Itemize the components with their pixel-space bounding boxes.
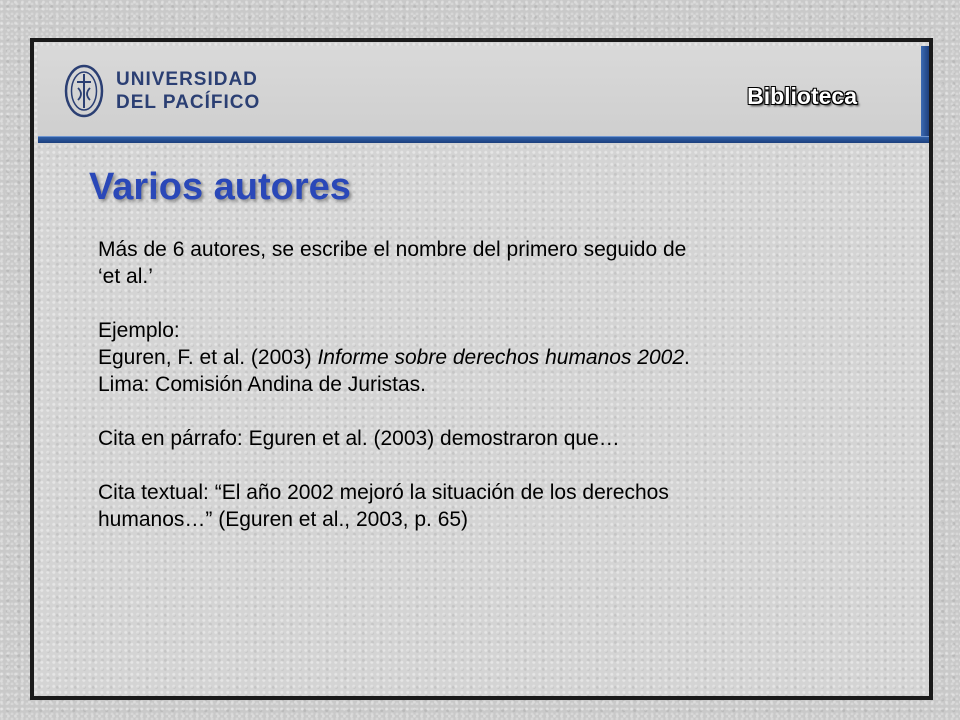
intro-line-1: Más de 6 autores, se escribe el nombre del primero seguido de [98, 238, 687, 261]
example-label: Ejemplo: [98, 319, 180, 342]
slide-frame [30, 38, 933, 700]
reference-title: Informe sobre derechos humanos 2002 [317, 346, 685, 369]
reference-line-2: Lima: Comisión Andina de Juristas. [98, 373, 426, 396]
university-seal-icon [64, 64, 104, 118]
reference-prefix: Eguren, F. et al. (2003) [98, 346, 318, 369]
reference-suffix: . [684, 346, 690, 369]
header-edge [921, 46, 929, 138]
intro-line-2: ‘et al.’ [98, 265, 153, 288]
section-label-biblioteca: Biblioteca [747, 83, 857, 109]
logo-line-universidad: UNIVERSIDAD [116, 69, 258, 90]
spacer [98, 290, 898, 317]
reference-line-1 [98, 344, 898, 371]
slide-title: Varios autores [89, 166, 351, 208]
spacer [98, 398, 898, 425]
header-rule [38, 136, 929, 143]
paragraph-citation: Cita en párrafo: Eguren et al. (2003) demostraron que… [98, 427, 620, 450]
textual-citation-line-2: humanos…” (Eguren et al., 2003, p. 65) [98, 508, 469, 531]
spacer [98, 452, 898, 479]
logo-line-del-pacifico: DEL PACÍFICO [116, 92, 261, 113]
logo-wordmark [116, 70, 260, 112]
university-logo [64, 64, 260, 118]
slide-body [98, 236, 898, 533]
textual-citation-line-1: Cita textual: “El año 2002 mejoró la situación de los derechos [98, 481, 669, 504]
